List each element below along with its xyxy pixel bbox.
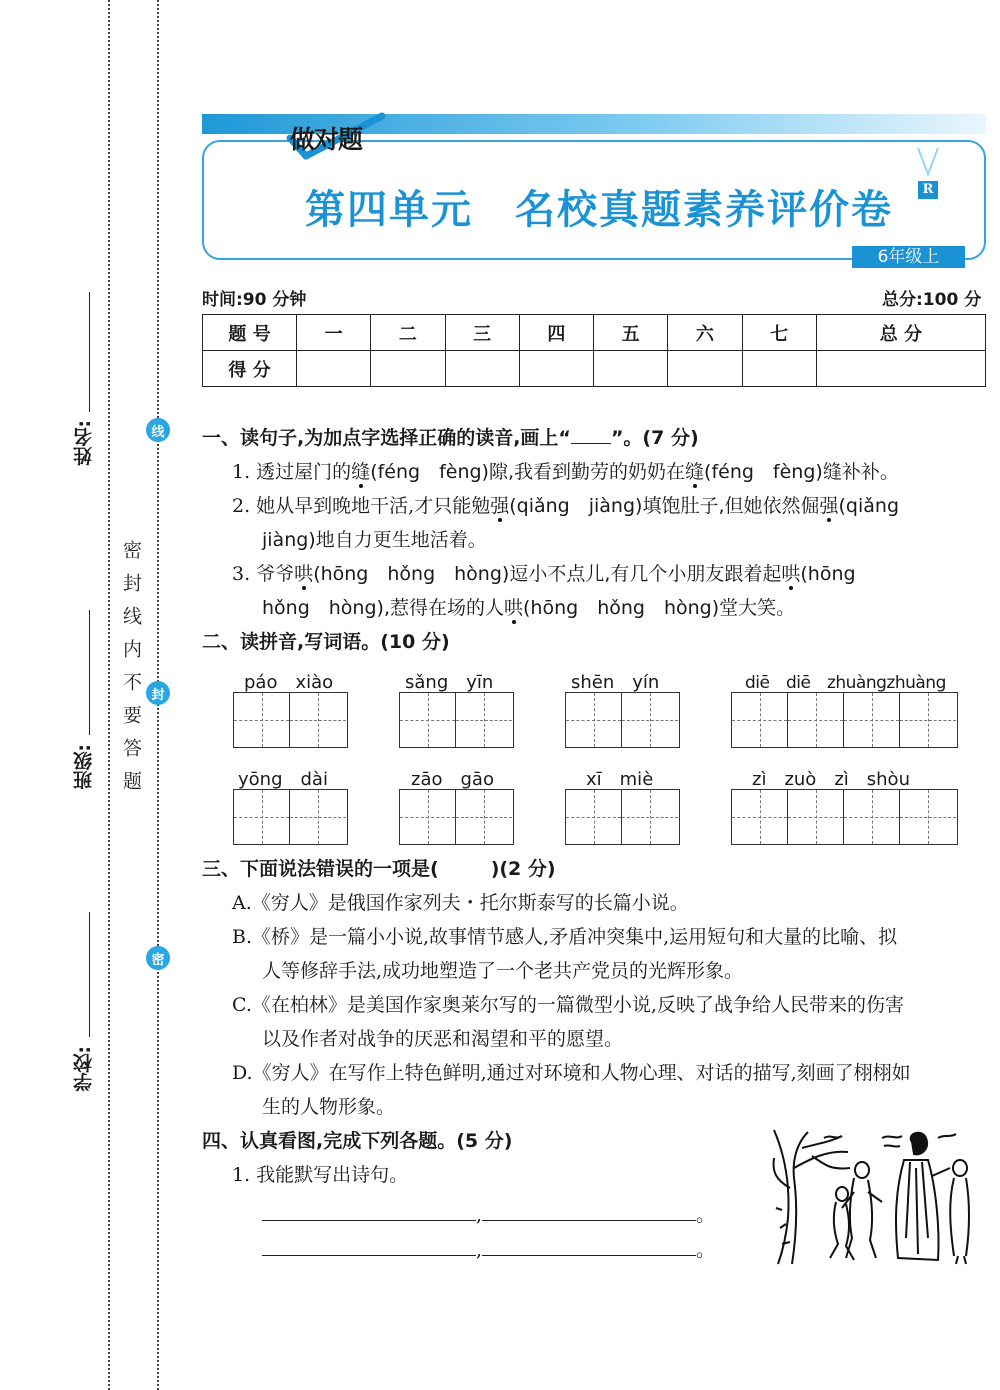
table-header-cell: 六	[668, 315, 742, 351]
q3-title-pre: 三、下面说法错误的一项是(	[202, 858, 439, 880]
binding-dotted-line-left	[108, 0, 110, 1390]
poem-blank[interactable]	[262, 1231, 476, 1256]
illustration-scholar-children	[772, 1128, 982, 1266]
class-label: 班级:	[73, 744, 95, 790]
score-input-cell[interactable]	[371, 351, 445, 387]
pinyin-options[interactable]: (hōng	[800, 563, 856, 585]
seal-instruction: 密封线内不要答题	[120, 540, 142, 804]
school-label: 学校:	[73, 1046, 95, 1092]
edition-badge: R	[918, 181, 938, 199]
tianzige-box[interactable]	[731, 789, 958, 845]
tianzige-box[interactable]	[399, 789, 514, 845]
table-header-cell: 二	[371, 315, 445, 351]
pinyin-label: zì zuò zì shòu	[752, 769, 910, 790]
tianzige-box[interactable]	[565, 789, 680, 845]
pinyin-options[interactable]: (féng fèng)隙,我看到勤劳的奶奶在	[370, 461, 686, 483]
table-header-cell: 题 号	[203, 315, 297, 351]
pinyin-label: zāo gāo	[411, 769, 494, 790]
dotted-char: 哄	[781, 563, 801, 585]
page-title: 第四单元 名校真题素养评价卷	[305, 187, 893, 233]
pinyin-label: yōng dài	[238, 769, 328, 790]
pinyin-label: páo xiào	[244, 672, 334, 693]
dotted-char: 强	[819, 495, 839, 517]
table-header-cell: 四	[519, 315, 593, 351]
pinyin-label: shēn yín	[571, 672, 660, 693]
q1-title-pre: 一、读句子,为加点字选择正确的读音,画上“	[202, 427, 571, 449]
score-input-cell[interactable]	[742, 351, 816, 387]
score-table-header-row	[203, 315, 986, 351]
table-header-cell: 三	[445, 315, 519, 351]
score-input-cell[interactable]	[668, 351, 742, 387]
q2-title: 二、读拼音,写词语。(10 分)	[202, 631, 450, 653]
score-input-cell[interactable]	[519, 351, 593, 387]
school-blank-line[interactable]	[89, 912, 90, 1037]
score-table-score-row	[203, 351, 986, 387]
score-row-label: 得 分	[203, 351, 297, 387]
period: 。	[696, 1239, 716, 1261]
q1-item1-text: 1. 透过屋门的	[232, 461, 352, 483]
pinyin-options[interactable]: (qiǎng	[838, 495, 900, 517]
table-header-cell: 五	[594, 315, 668, 351]
poem-line-1	[262, 1196, 715, 1227]
exam-total-score: 总分:100 分	[882, 290, 982, 310]
dotted-char: 强	[490, 495, 510, 517]
q1-item-3	[232, 557, 856, 591]
q1-item-1	[232, 455, 899, 489]
q1-underline-sample	[571, 443, 611, 444]
poem-blank[interactable]	[262, 1196, 476, 1221]
seal-circle-feng: 封	[146, 681, 170, 705]
tianzige-box[interactable]	[233, 692, 348, 748]
q3-option-c-cont: 以及作者对战争的厌恶和渴望和平的愿望。	[262, 1028, 624, 1050]
q3-title	[202, 852, 556, 886]
comma: ,	[476, 1239, 483, 1261]
score-input-cell[interactable]	[594, 351, 668, 387]
tianzige-box[interactable]	[233, 789, 348, 845]
q3-title-post: )(2 分)	[490, 858, 556, 880]
q3-option-d-cont: 生的人物形象。	[262, 1096, 396, 1118]
poem-line-2	[262, 1231, 715, 1262]
poem-blank[interactable]	[482, 1196, 696, 1221]
q3-option-a: A.《穷人》是俄国作家列夫・托尔斯泰写的长篇小说。	[232, 892, 689, 914]
score-input-cell[interactable]	[445, 351, 519, 387]
pinyin-options[interactable]: (hōng hǒng hòng)堂大笑。	[523, 597, 796, 619]
table-header-cell: 一	[297, 315, 371, 351]
brand-logo: 做对题	[290, 125, 363, 154]
ribbon-icon	[914, 146, 942, 182]
pinyin-label: diē diē zhuàngzhuàng	[745, 673, 946, 693]
pinyin-options[interactable]: hǒng hòng),惹得在场的人	[262, 597, 504, 619]
pinyin-label: sǎng yīn	[405, 672, 494, 693]
q1-item3-text: 3. 爷爷	[232, 563, 295, 585]
score-input-cell[interactable]	[297, 351, 371, 387]
score-table	[202, 314, 986, 387]
q3-option-b: B.《桥》是一篇小小说,故事情节感人,矛盾冲突集中,运用短句和大量的比喻、拟	[232, 926, 898, 948]
q3-option-d: D.《穷人》在写作上特色鲜明,通过对环境和人物心理、对话的描写,刻画了栩栩如	[232, 1062, 911, 1084]
dotted-char: 缝	[351, 461, 371, 483]
q4-title: 四、认真看图,完成下列各题。(5 分)	[202, 1130, 513, 1152]
dotted-char: 哄	[294, 563, 314, 585]
grade-tag: 6年级上	[852, 246, 965, 268]
class-blank-line[interactable]	[89, 610, 90, 735]
pinyin-label: xī miè	[586, 769, 654, 790]
seal-circle-xian: 线	[146, 418, 170, 442]
dotted-char: 缝	[685, 461, 705, 483]
comma: ,	[476, 1204, 483, 1226]
score-input-cell[interactable]	[816, 351, 985, 387]
table-header-cell: 七	[742, 315, 816, 351]
q1-item-2-cont[interactable]: jiàng)地自力更生地活着。	[262, 529, 487, 551]
pinyin-options[interactable]: (féng fèng)缝补补。	[704, 461, 899, 483]
q3-option-c: C.《在柏林》是美国作家奥莱尔写的一篇微型小说,反映了战争给人民带来的伤害	[232, 994, 904, 1016]
pinyin-options[interactable]: (hōng hǒng hòng)逗小不点儿,有几个小朋友跟着起	[313, 563, 782, 585]
name-label: 姓名:	[73, 420, 95, 466]
q1-title-post: ”。(7 分)	[610, 427, 699, 449]
exam-time: 时间:90 分钟	[202, 290, 307, 310]
q1-item2-text: 2. 她从早到晚地干活,才只能勉	[232, 495, 491, 517]
period: 。	[696, 1204, 716, 1226]
q1-title	[202, 421, 699, 455]
q1-item-3-cont	[262, 591, 795, 625]
tianzige-box[interactable]	[565, 692, 680, 748]
q4-item-1: 1. 我能默写出诗句。	[232, 1164, 409, 1186]
seal-circle-mi: 密	[146, 946, 170, 970]
table-header-cell: 总 分	[816, 315, 985, 351]
pinyin-options[interactable]: (qiǎng jiàng)填饱肚子,但她依然倔	[509, 495, 820, 517]
q1-item-2	[232, 489, 899, 523]
dotted-char: 哄	[504, 597, 524, 619]
q3-option-b-cont: 人等修辞手法,成功地塑造了一个老共产党员的光辉形象。	[262, 960, 744, 982]
tianzige-box[interactable]	[731, 692, 958, 748]
name-blank-line[interactable]	[89, 292, 90, 412]
poem-blank[interactable]	[482, 1231, 696, 1256]
tianzige-box[interactable]	[399, 692, 514, 748]
